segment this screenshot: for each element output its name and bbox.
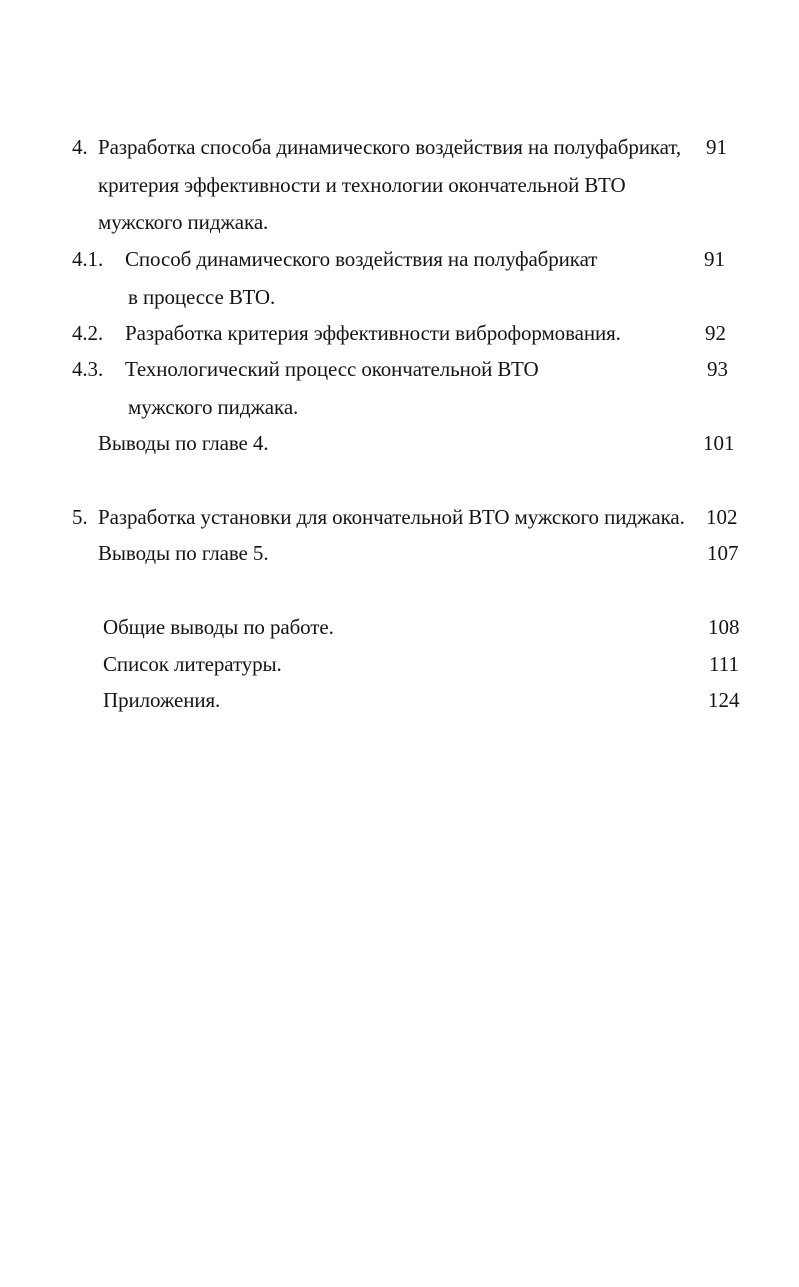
toc-ch5-number: 5. [72, 505, 88, 529]
toc-ch5-title: Разработка установки для окончательной ВТО мужского пиджака. [98, 505, 685, 529]
toc-literature-page: 111 [709, 652, 739, 676]
toc-s4-3-page: 93 [707, 357, 728, 381]
toc-s4-2-page: 92 [705, 321, 726, 345]
toc-s4-3-number: 4.3. [72, 357, 104, 381]
toc-appendices-page: 124 [708, 688, 740, 712]
toc-conclusions-ch4-page: 101 [703, 431, 735, 455]
toc-s4-2-number: 4.2. [72, 321, 104, 345]
toc-appendices: Приложения. [103, 688, 221, 712]
toc-s4-1-page: 91 [704, 247, 725, 271]
toc-ch4-page: 91 [706, 135, 727, 159]
toc-s4-1-number: 4.1. [72, 247, 104, 271]
toc-conclusions-ch5-page: 107 [707, 541, 739, 565]
toc-conclusions-ch4: Выводы по главе 4. [98, 431, 269, 455]
toc-ch5-page: 102 [706, 505, 738, 529]
toc-s4-3-title-line1: Технологический процесс окончательной ВТО [125, 357, 539, 381]
toc-s4-3-title-line2: мужского пиджака. [128, 395, 299, 419]
toc-general-conclusions-page: 108 [708, 615, 740, 639]
toc-conclusions-ch5: Выводы по главе 5. [98, 541, 269, 565]
toc-ch4-title-line2: критерия эффективности и технологии окончательной ВТО [98, 173, 626, 197]
toc-s4-1-title-line1: Способ динамического воздействия на полуфабрикат [125, 247, 598, 271]
toc-general-conclusions: Общие выводы по работе. [103, 615, 334, 639]
toc-ch4-number: 4. [72, 135, 88, 159]
toc-ch4-title-line3: мужского пиджака. [98, 210, 269, 234]
toc-ch4-title-line1: Разработка способа динамического воздействия на полуфабрикат, [98, 135, 682, 159]
toc-s4-2-title: Разработка критерия эффективности виброформования. [125, 321, 621, 345]
toc-literature: Список литературы. [103, 652, 282, 676]
toc-s4-1-title-line2: в процессе ВТО. [128, 285, 276, 309]
